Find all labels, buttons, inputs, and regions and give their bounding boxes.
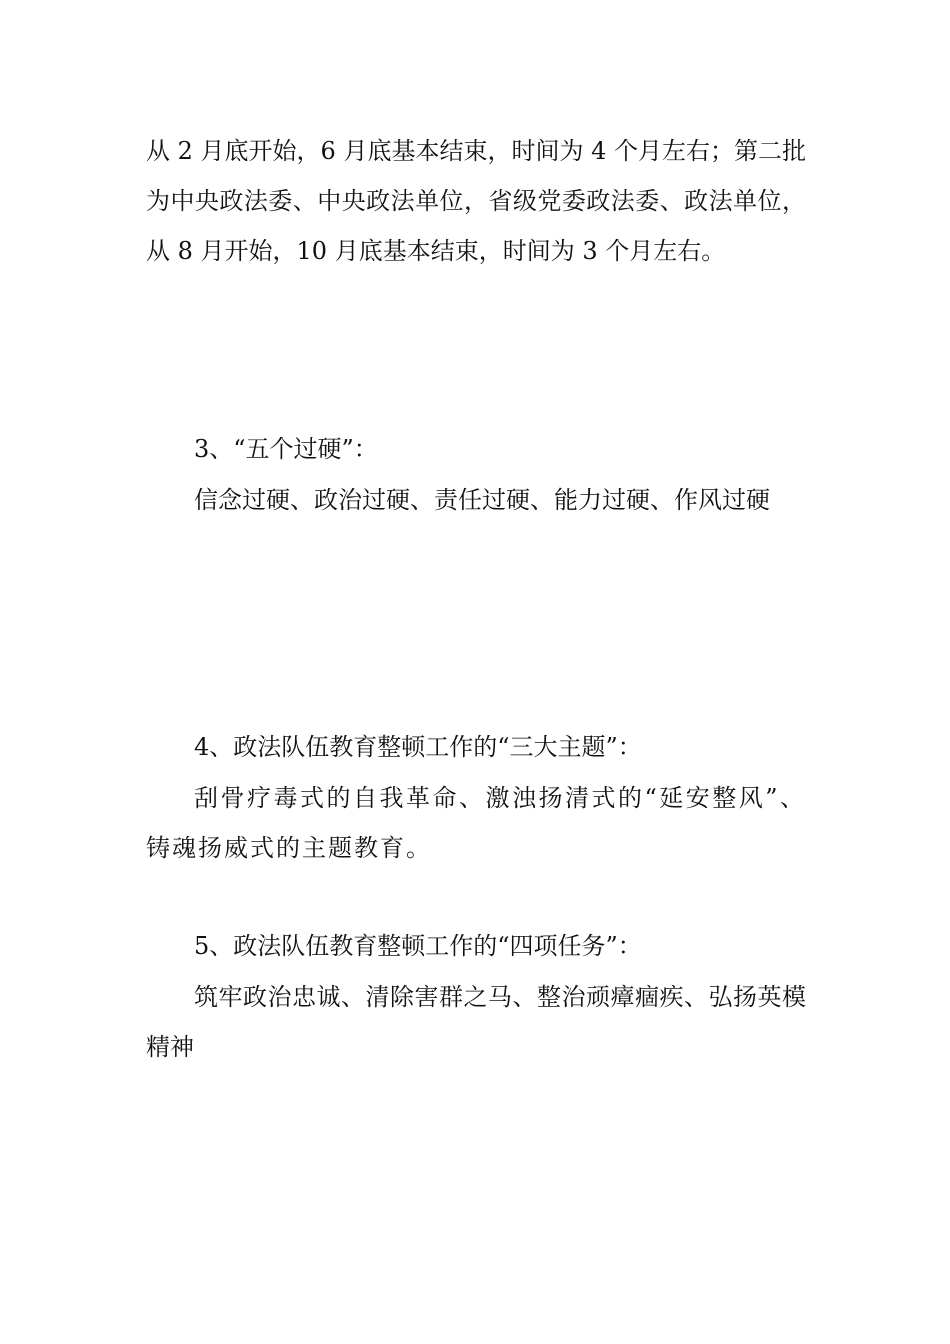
section-5-body: 筑牢政治忠诚、清除害群之马、整治顽瘴痼疾、弘扬英模精神 — [146, 983, 806, 1061]
section-3-heading: 3、“五个过硬”： — [194, 435, 378, 463]
section-3-body: 信念过硬、政治过硬、责任过硬、能力过硬、作风过硬 — [194, 486, 770, 514]
section-4-heading: 4、政法队伍教育整顿工作的“三大主题”： — [194, 733, 642, 761]
intro-paragraph: 从 2 月底开始，6 月底基本结束，时间为 4 个月左右；第二批为中央政法委、中央政法单位，省级党委政法委、政法单位，从 8 月开始，10 月底基本结束，时间为 3 个月左右。 — [146, 137, 806, 265]
section-4-body: 刮骨疗毒式的自我革命、激浊扬清式的“延安整风”、铸魂扬威式的主题教育。 — [146, 784, 806, 862]
section-5-heading: 5、政法队伍教育整顿工作的“四项任务”： — [194, 932, 642, 960]
